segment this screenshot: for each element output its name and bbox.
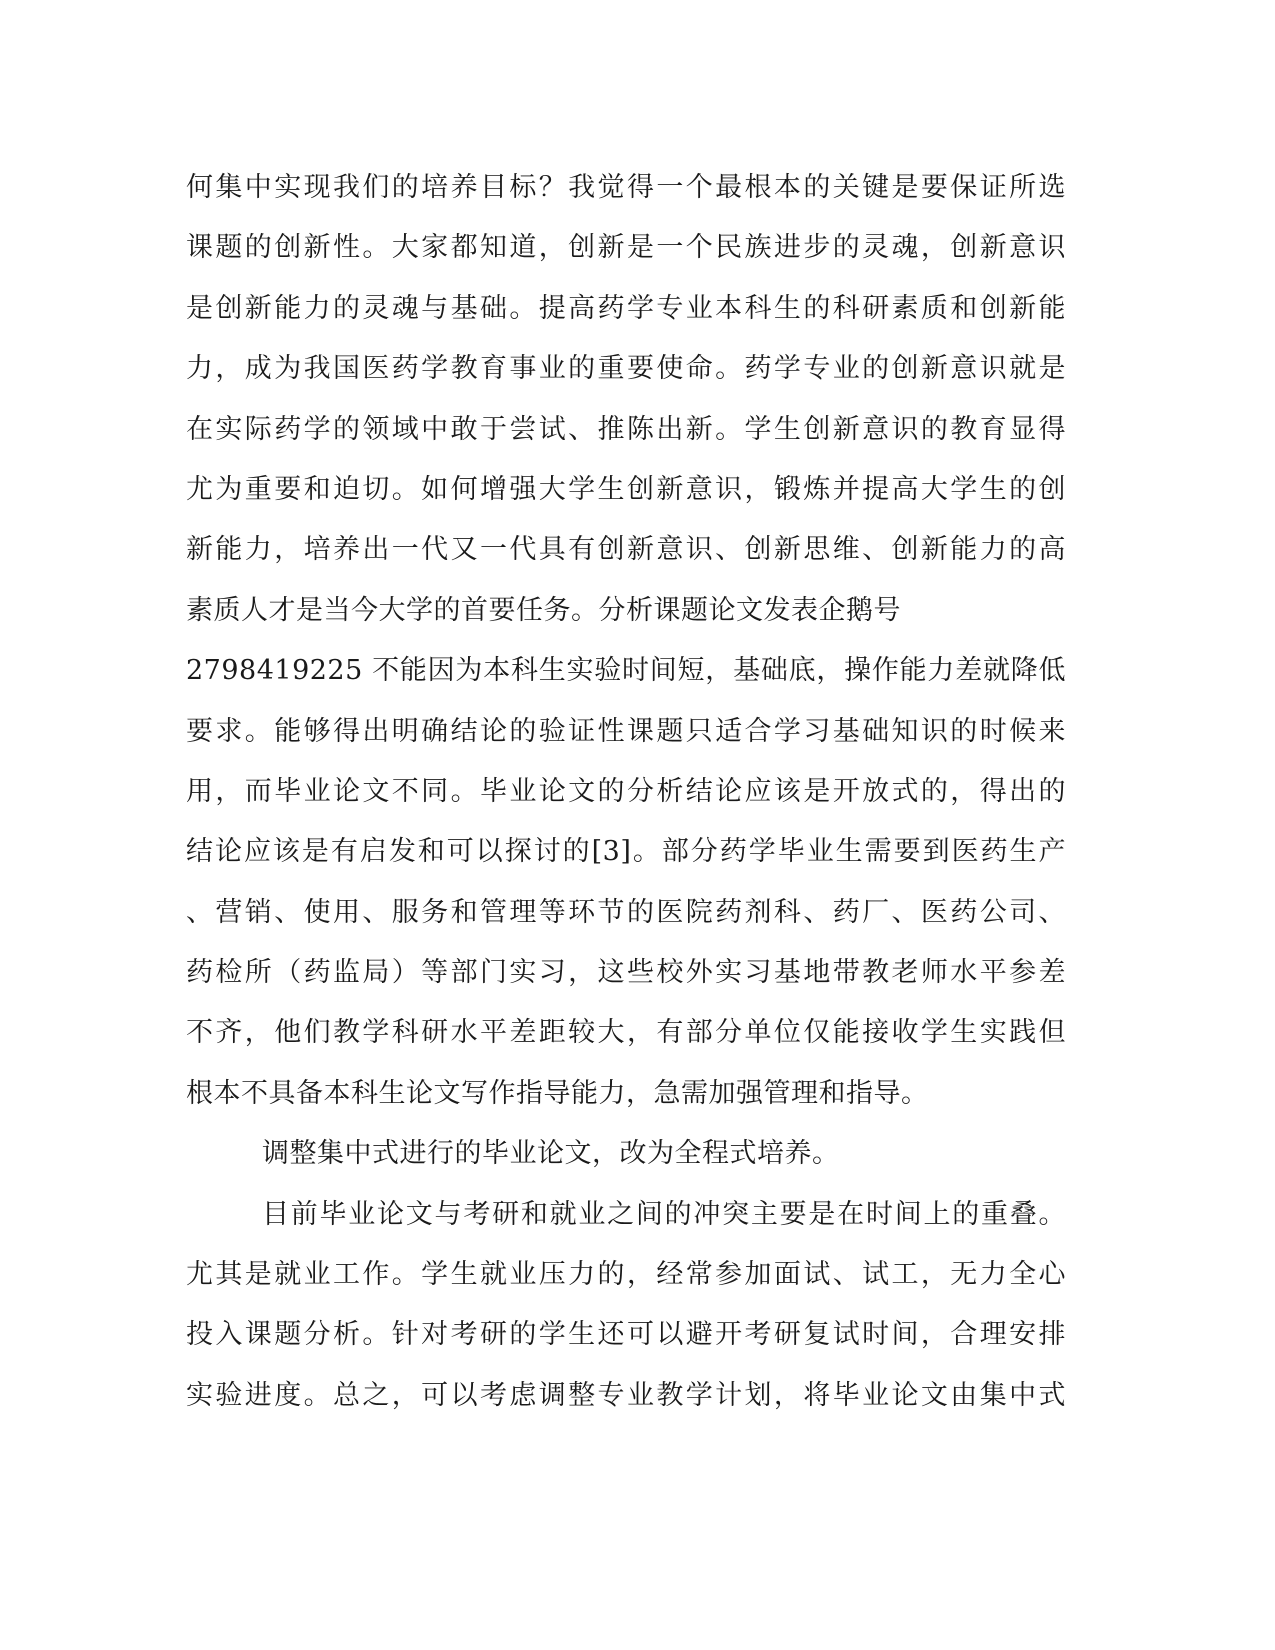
- text-line: 在实际药学的领域中敢于尝试、推陈出新。学生创新意识的教育显得: [186, 413, 1066, 445]
- text-line: 2798419225 不能因为本科生实验时间短，基础底，操作能力差就降低: [186, 655, 1066, 687]
- text-line: 根本不具备本科生论文写作指导能力，急需加强管理和指导。: [186, 1077, 929, 1109]
- text-line: 不齐，他们教学科研水平差距较大，有部分单位仅能接收学生实践但: [186, 1017, 1066, 1049]
- text-line: 尤为重要和迫切。如何增强大学生创新意识，锻炼并提高大学生的创: [186, 473, 1066, 505]
- text-line: 新能力，培养出一代又一代具有创新意识、创新思维、创新能力的高: [186, 534, 1066, 566]
- text-line: 尤其是就业工作。学生就业压力的，经常参加面试、试工，无力全心: [186, 1259, 1066, 1291]
- text-line: 用，而毕业论文不同。毕业论文的分析结论应该是开放式的，得出的: [186, 775, 1066, 807]
- text-line: 药检所（药监局）等部门实习，这些校外实习基地带教老师水平参差: [186, 957, 1066, 989]
- text-line: 是创新能力的灵魂与基础。提高药学专业本科生的科研素质和创新能: [186, 292, 1066, 324]
- text-line: 实验进度。总之，可以考虑调整专业教学计划，将毕业论文由集中式: [186, 1379, 1066, 1411]
- text-line: 力，成为我国医药学教育事业的重要使命。药学专业的创新意识就是: [186, 353, 1066, 385]
- text-line: 课题的创新性。大家都知道，创新是一个民族进步的灵魂，创新意识: [186, 232, 1066, 264]
- body-text: [186, 158, 1066, 1426]
- text-line: 、营销、使用、服务和管理等环节的医院药剂科、药厂、医药公司、: [186, 896, 1066, 928]
- text-line: 结论应该是有启发和可以探讨的[3]。部分药学毕业生需要到医药生产: [186, 836, 1066, 868]
- text-line: 投入课题分析。针对考研的学生还可以避开考研复试时间，合理安排: [186, 1319, 1066, 1351]
- section-heading: 调整集中式进行的毕业论文，改为全程式培养。: [262, 1138, 840, 1170]
- text-line: 素质人才是当今大学的首要任务。分析课题论文发表企鹅号: [186, 594, 901, 626]
- paragraph-first-line: 目前毕业论文与考研和就业之间的冲突主要是在时间上的重叠。: [262, 1198, 1066, 1230]
- text-line: 要求。能够得出明确结论的验证性课题只适合学习基础知识的时候来: [186, 715, 1066, 747]
- text-line: 何集中实现我们的培养目标？我觉得一个最根本的关键是要保证所选: [186, 172, 1066, 203]
